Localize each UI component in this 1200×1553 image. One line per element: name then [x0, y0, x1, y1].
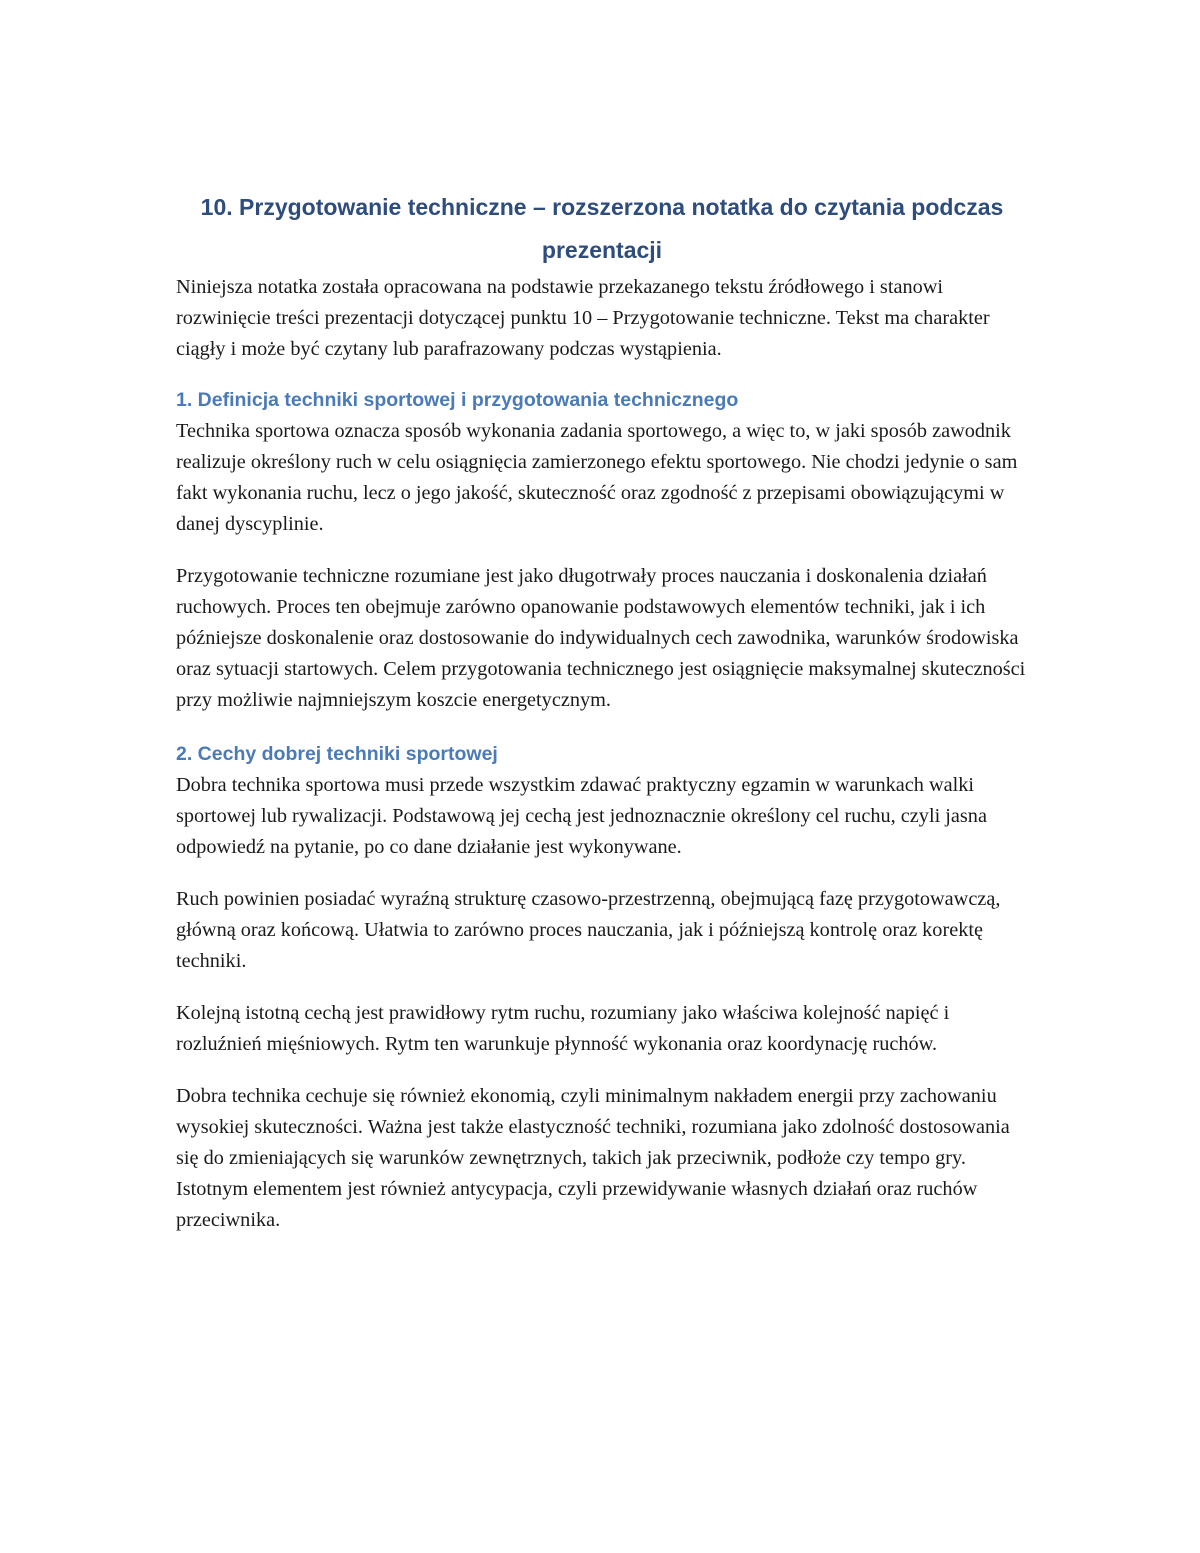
- section-2-paragraph-2: Ruch powinien posiadać wyraźną strukturę czasowo-przestrzenną, obejmującą fazę przygotowawczą, główną oraz końcową. Ułatwia to zarówno proces nauczania, jak i późniejszą kontrolę oraz korektę techniki.: [176, 888, 1001, 972]
- section-2-paragraph-4: Dobra technika cechuje się również ekonomią, czyli minimalnym nakładem energii przy zachowaniu wysokiej skuteczności. Ważna jest także elastyczność techniki, rozumiana jako zdolność dostosowania się do zmieniających się warunków zewnętrznych, takich jak przeciwnik, podłoże czy tempo gry. Istotnym elementem jest również antycypacja, czyli przewidywanie własnych działań oraz ruchów przeciwnika.: [176, 1085, 1010, 1231]
- section-heading-1: 1. Definicja techniki sportowej i przygotowania technicznego: [176, 389, 739, 411]
- document-title: 10. Przygotowanie techniczne – rozszerzona notatka do czytania podczas prezentacji: [200, 194, 1004, 263]
- section-heading-2: 2. Cechy dobrej techniki sportowej: [176, 743, 498, 765]
- section-2-paragraph-3: Kolejną istotną cechą jest prawidłowy rytm ruchu, rozumiany jako właściwa kolejność napięć i rozluźnień mięśniowych. Rytm ten warunkuje płynność wykonania oraz koordynację ruchów.: [176, 1002, 950, 1055]
- section-1-paragraph-1: Technika sportowa oznacza sposób wykonania zadania sportowego, a więc to, w jaki sposób zawodnik realizuje określony ruch w celu osiągnięcia zamierzonego efektu sportowego. Nie chodzi jedynie o sam fakt wykonania ruchu, lecz o jego jakość, skuteczność oraz zgodność z przepisami obowiązującymi w danej dyscyplinie.: [176, 420, 1018, 535]
- section-1-paragraph-2: Przygotowanie techniczne rozumiane jest jako długotrwały proces nauczania i doskonalenia działań ruchowych. Proces ten obejmuje zarówno opanowanie podstawowych elementów techniki, jak i ich późniejsze doskonalenie oraz dostosowanie do indywidualnych cech zawodnika, warunków środowiska oraz sytuacji startowych. Celem przygotowania technicznego jest osiągnięcie maksymalnej skuteczności przy możliwie najmniejszym koszcie energetycznym.: [176, 565, 1026, 711]
- section-2-paragraph-1: Dobra technika sportowa musi przede wszystkim zdawać praktyczny egzamin w warunkach walki sportowej lub rywalizacji. Podstawową jej cechą jest jednoznacznie określony cel ruchu, czyli jasna odpowiedź na pytanie, po co dane działanie jest wykonywane.: [176, 774, 987, 858]
- intro-paragraph: Niniejsza notatka została opracowana na podstawie przekazanego tekstu źródłowego i stanowi rozwinięcie treści prezentacji dotyczącej punktu 10 – Przygotowanie techniczne. Tekst ma charakter ciągły i może być czytany lub parafrazowany podczas wystąpienia.: [176, 276, 990, 360]
- document-page: [176, 186, 1028, 1236]
